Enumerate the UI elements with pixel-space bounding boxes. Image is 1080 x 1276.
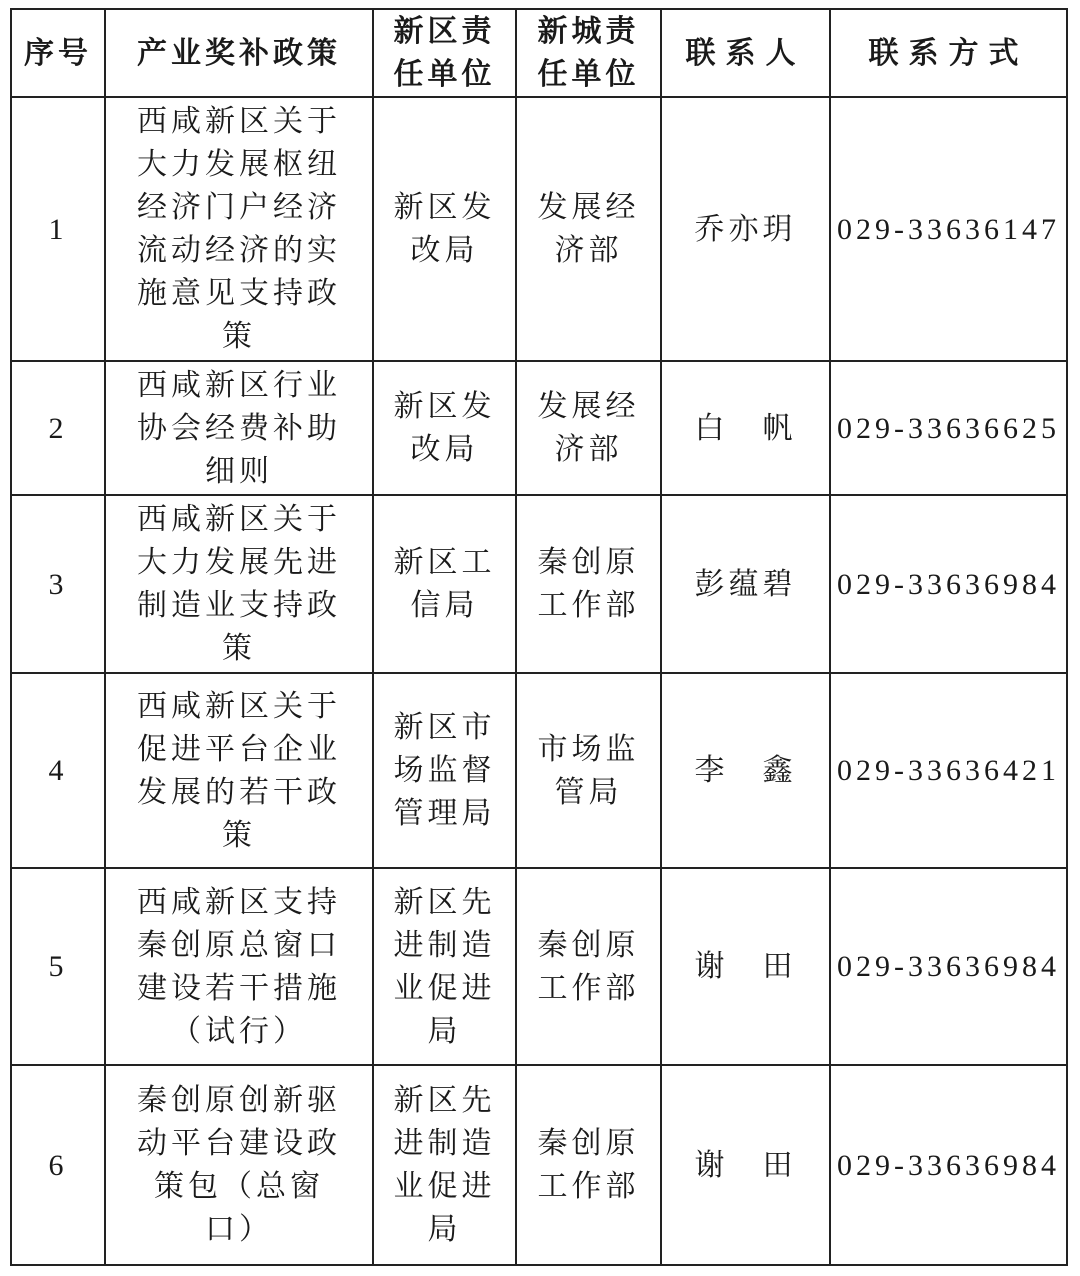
header-contact: 联系人	[661, 9, 830, 97]
row-district-unit: 新区市场监督管理局	[373, 673, 516, 868]
row-phone: 029-33636984	[830, 1065, 1067, 1265]
header-row	[11, 9, 1067, 97]
row-phone: 029-33636147	[830, 97, 1067, 361]
row-policy: 秦创原创新驱动平台建设政策包（总窗口）	[105, 1065, 373, 1265]
row-contact: 谢 田	[661, 868, 830, 1065]
table-row	[11, 361, 1067, 495]
row-city-unit: 发展经济部	[516, 97, 661, 361]
row-district-unit: 新区工信局	[373, 495, 516, 673]
row-seq: 3	[11, 495, 105, 673]
row-phone: 029-33636421	[830, 673, 1067, 868]
row-policy: 西咸新区关于大力发展枢纽经济门户经济流动经济的实施意见支持政策	[105, 97, 373, 361]
table-row	[11, 868, 1067, 1065]
row-city-unit: 秦创原工作部	[516, 868, 661, 1065]
policy-contact-table	[10, 8, 1068, 1266]
header-seq: 序号	[11, 9, 105, 97]
row-contact: 谢 田	[661, 1065, 830, 1265]
row-phone: 029-33636625	[830, 361, 1067, 495]
row-policy: 西咸新区支持秦创原总窗口建设若干措施（试行）	[105, 868, 373, 1065]
row-seq: 1	[11, 97, 105, 361]
row-city-unit: 市场监管局	[516, 673, 661, 868]
row-city-unit: 秦创原工作部	[516, 1065, 661, 1265]
row-contact: 彭蕴碧	[661, 495, 830, 673]
row-policy: 西咸新区行业协会经费补助细则	[105, 361, 373, 495]
row-seq: 4	[11, 673, 105, 868]
row-contact: 乔亦玥	[661, 97, 830, 361]
row-city-unit: 发展经济部	[516, 361, 661, 495]
table-row	[11, 1065, 1067, 1265]
row-contact: 李 鑫	[661, 673, 830, 868]
row-seq: 5	[11, 868, 105, 1065]
row-phone: 029-33636984	[830, 495, 1067, 673]
row-district-unit: 新区先进制造业促进局	[373, 1065, 516, 1265]
table-row	[11, 673, 1067, 868]
table-row	[11, 495, 1067, 673]
header-city-unit: 新城责任单位	[516, 9, 661, 97]
row-district-unit: 新区发改局	[373, 97, 516, 361]
header-policy: 产业奖补政策	[105, 9, 373, 97]
row-contact: 白 帆	[661, 361, 830, 495]
row-policy: 西咸新区关于大力发展先进制造业支持政策	[105, 495, 373, 673]
row-phone: 029-33636984	[830, 868, 1067, 1065]
row-seq: 6	[11, 1065, 105, 1265]
header-district-unit: 新区责任单位	[373, 9, 516, 97]
header-phone: 联系方式	[830, 9, 1067, 97]
row-city-unit: 秦创原工作部	[516, 495, 661, 673]
row-district-unit: 新区发改局	[373, 361, 516, 495]
row-seq: 2	[11, 361, 105, 495]
row-district-unit: 新区先进制造业促进局	[373, 868, 516, 1065]
table-row	[11, 97, 1067, 361]
row-policy: 西咸新区关于促进平台企业发展的若干政策	[105, 673, 373, 868]
